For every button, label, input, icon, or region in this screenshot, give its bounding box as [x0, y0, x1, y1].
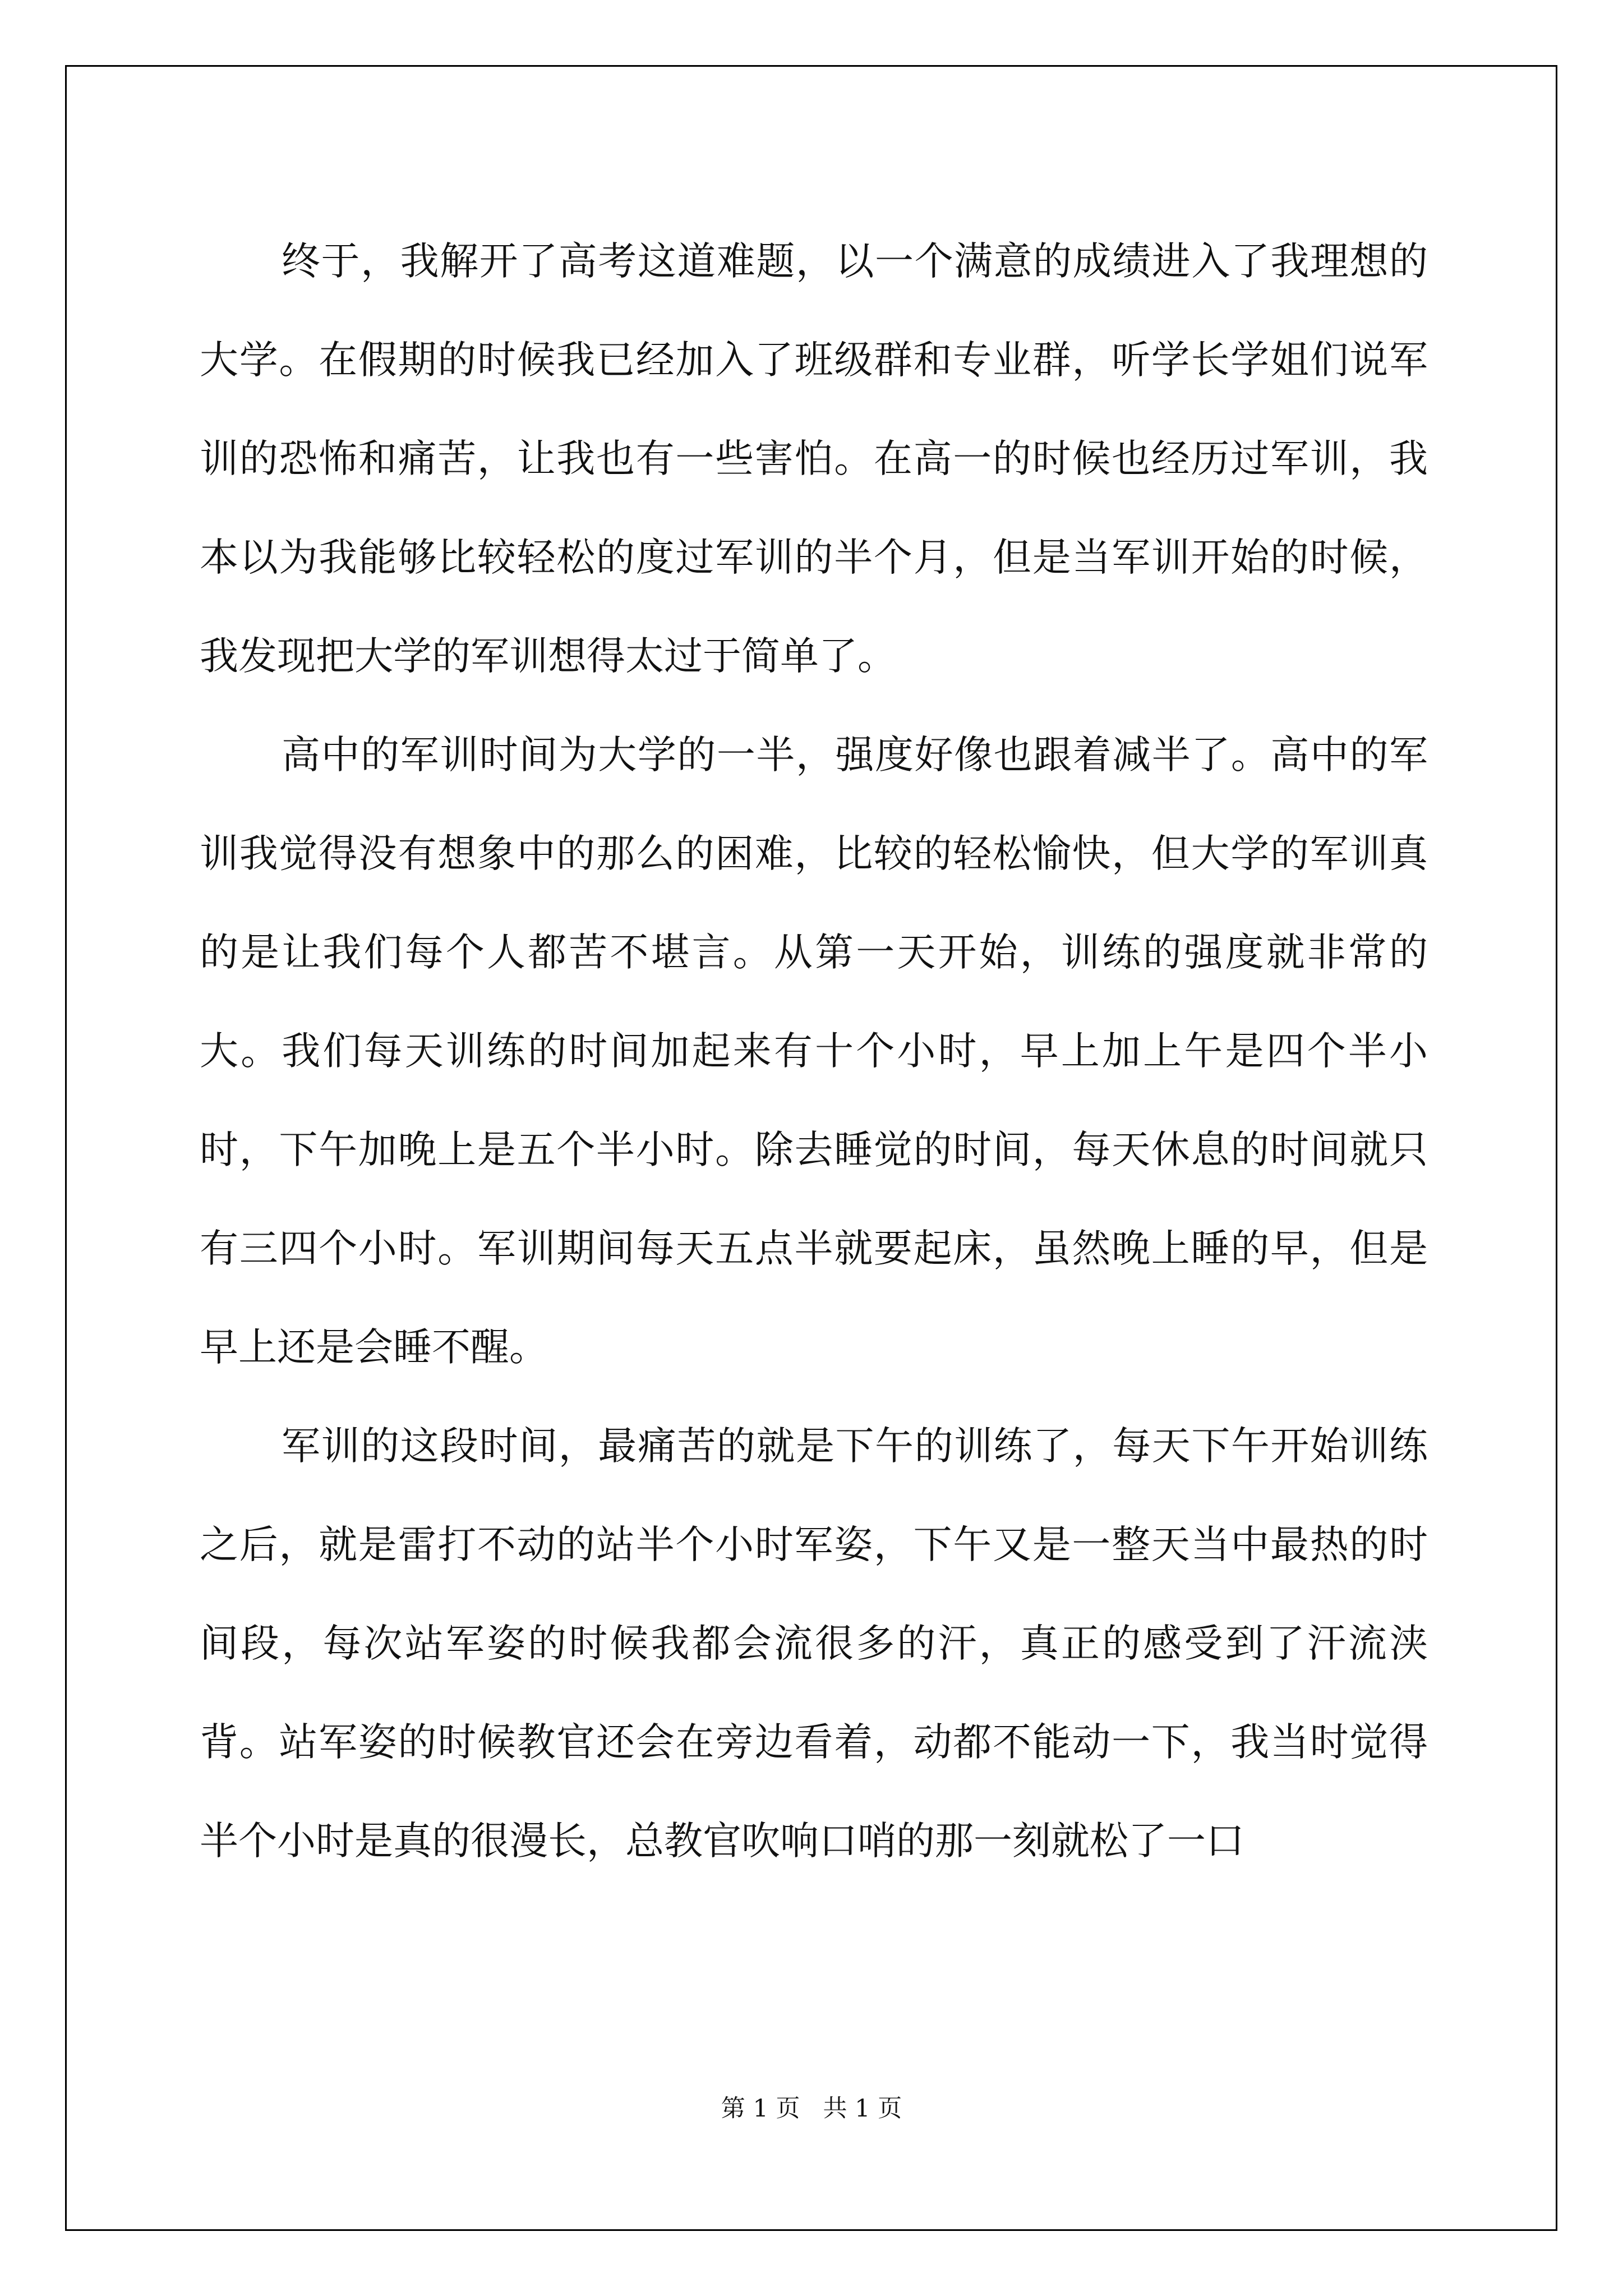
page-total: 共 1 页 — [823, 2095, 902, 2123]
page-footer — [0, 2090, 1623, 2124]
page-number: 第 1 页 — [721, 2095, 800, 2123]
document-body — [200, 212, 1428, 1890]
paragraph-3: 军训的这段时间，最痛苦的就是下午的训练了，每天下午开始训练之后，就是雷打不动的站半个小时军姿，下午又是一整天当中最热的时间段，每次站军姿的时候我都会流很多的汗，真正的感受到了汗流浃背。站军姿的时候教官还会在旁边看着，动都不能动一下，我当时觉得半个小时是真的很漫长，总教官吹响口哨的那一刻就松了一口 — [200, 1424, 1428, 1864]
paragraph-1: 终于，我解开了高考这道难题，以一个满意的成绩进入了我理想的大学。在假期的时候我已经加入了班级群和专业群，听学长学姐们说军训的恐怖和痛苦，让我也有一些害怕。在高一的时候也经历过军训，我本以为我能够比较轻松的度过军训的半个月，但是当军训开始的时候，我发现把大学的军训想得太过于简单了。 — [200, 239, 1428, 679]
paragraph-2: 高中的军训时间为大学的一半，强度好像也跟着减半了。高中的军训我觉得没有想象中的那么的困难，比较的轻松愉快，但大学的军训真的是让我们每个人都苦不堪言。从第一天开始，训练的强度就非常的大。我们每天训练的时间加起来有十个小时，早上加上午是四个半小时，下午加晚上是五个半小时。除去睡觉的时间，每天休息的时间就只有三四个小时。军训期间每天五点半就要起床，虽然晚上睡的早，但是早上还是会睡不醒。 — [200, 733, 1428, 1370]
